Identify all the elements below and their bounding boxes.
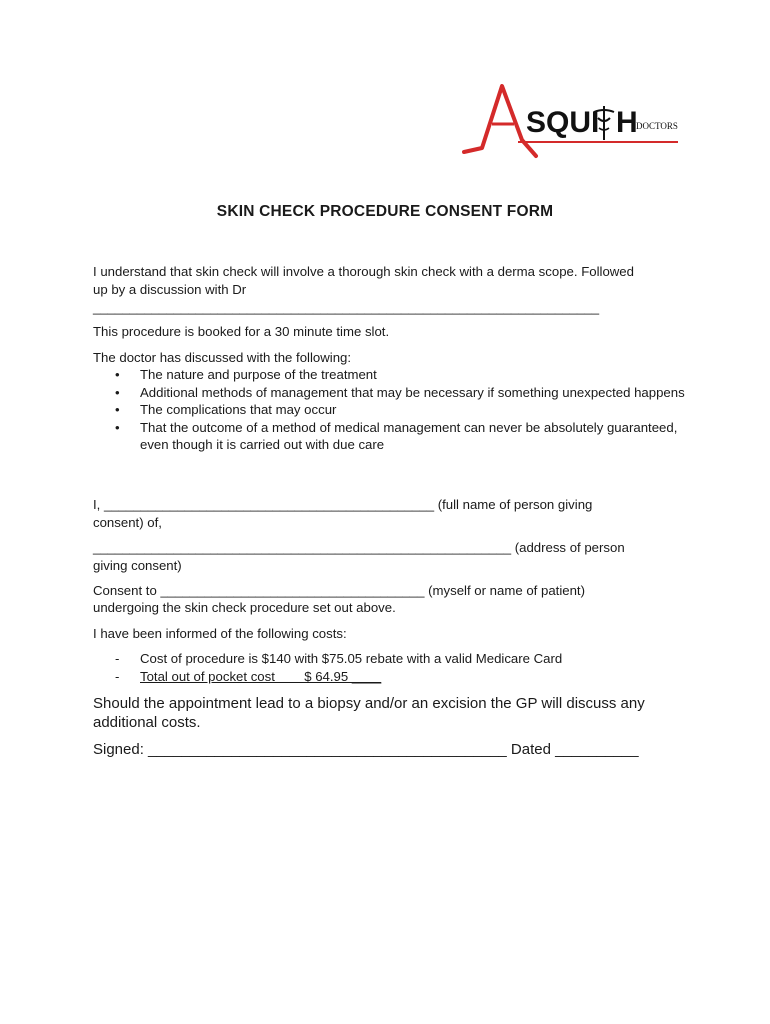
consenter-name-cont: consent) of,	[93, 515, 162, 530]
discussed-list	[93, 366, 693, 454]
logo-text: SQUI	[526, 106, 600, 139]
bullet-icon: •	[115, 384, 120, 400]
doctor-name-blank[interactable]: _____________________________________________________________________	[93, 300, 600, 315]
dash-icon: -	[115, 668, 120, 684]
form-title: SKIN CHECK PROCEDURE CONSENT FORM	[216, 203, 554, 220]
dash-icon: -	[115, 651, 120, 666]
signature-field[interactable]: Signed: ___________________________________________ Dated __________	[93, 741, 639, 758]
logo-suffix: DOCTORS	[636, 121, 678, 131]
cost-text: Cost of procedure is $140 with $75.05 rebate with a valid Medicare Card	[140, 651, 563, 666]
patient-name-field[interactable]: Consent to ____________________________________ (myself or name of patient)	[93, 583, 585, 598]
list-item	[93, 401, 693, 419]
biopsy-line-1: Should the appointment lead to a biopsy and/or an excision the GP will discuss any	[93, 695, 645, 712]
out-of-pocket-text: Total out of pocket cost $ 64.95 ____	[140, 668, 382, 684]
bullet-text: The nature and purpose of the treatment	[140, 367, 377, 382]
discussed-heading: The doctor has discussed with the following:	[93, 350, 352, 365]
address-field[interactable]: _________________________________________________________ (address of person	[93, 540, 625, 555]
list-item	[93, 419, 693, 454]
intro-line-1: I understand that skin check will involve a thorough skin check with a derma scope. Followed	[93, 264, 634, 279]
bullet-icon: •	[115, 419, 120, 435]
bullet-text: The complications that may occur	[140, 402, 337, 417]
list-item	[93, 366, 693, 384]
costs-heading: I have been informed of the following costs:	[93, 626, 347, 641]
bullet-icon: •	[115, 402, 120, 417]
list-item	[93, 668, 693, 686]
bullet-icon: •	[115, 367, 120, 382]
biopsy-line-2: additional costs.	[93, 714, 201, 731]
intro-line-2: up by a discussion with Dr	[93, 282, 247, 297]
bullet-text: That the outcome of a method of medical management can never be absolutely guaranteed, even though it is carried out with due care	[140, 419, 678, 452]
list-item	[93, 650, 693, 668]
patient-name-cont: undergoing the skin check procedure set out above.	[93, 600, 396, 615]
time-slot-text: This procedure is booked for a 30 minute time slot.	[93, 324, 390, 339]
consenter-name-field[interactable]: I, _____________________________________________ (full name of person giving	[93, 497, 593, 512]
logo-text-h: H	[616, 106, 638, 139]
bullet-text: Additional methods of management that may be necessary if something unexpected happens	[140, 384, 685, 400]
list-item	[93, 384, 693, 402]
costs-list	[93, 650, 693, 685]
address-cont: giving consent)	[93, 558, 182, 573]
asquith-doctors-logo	[462, 84, 680, 164]
logo-graphic	[462, 84, 680, 164]
